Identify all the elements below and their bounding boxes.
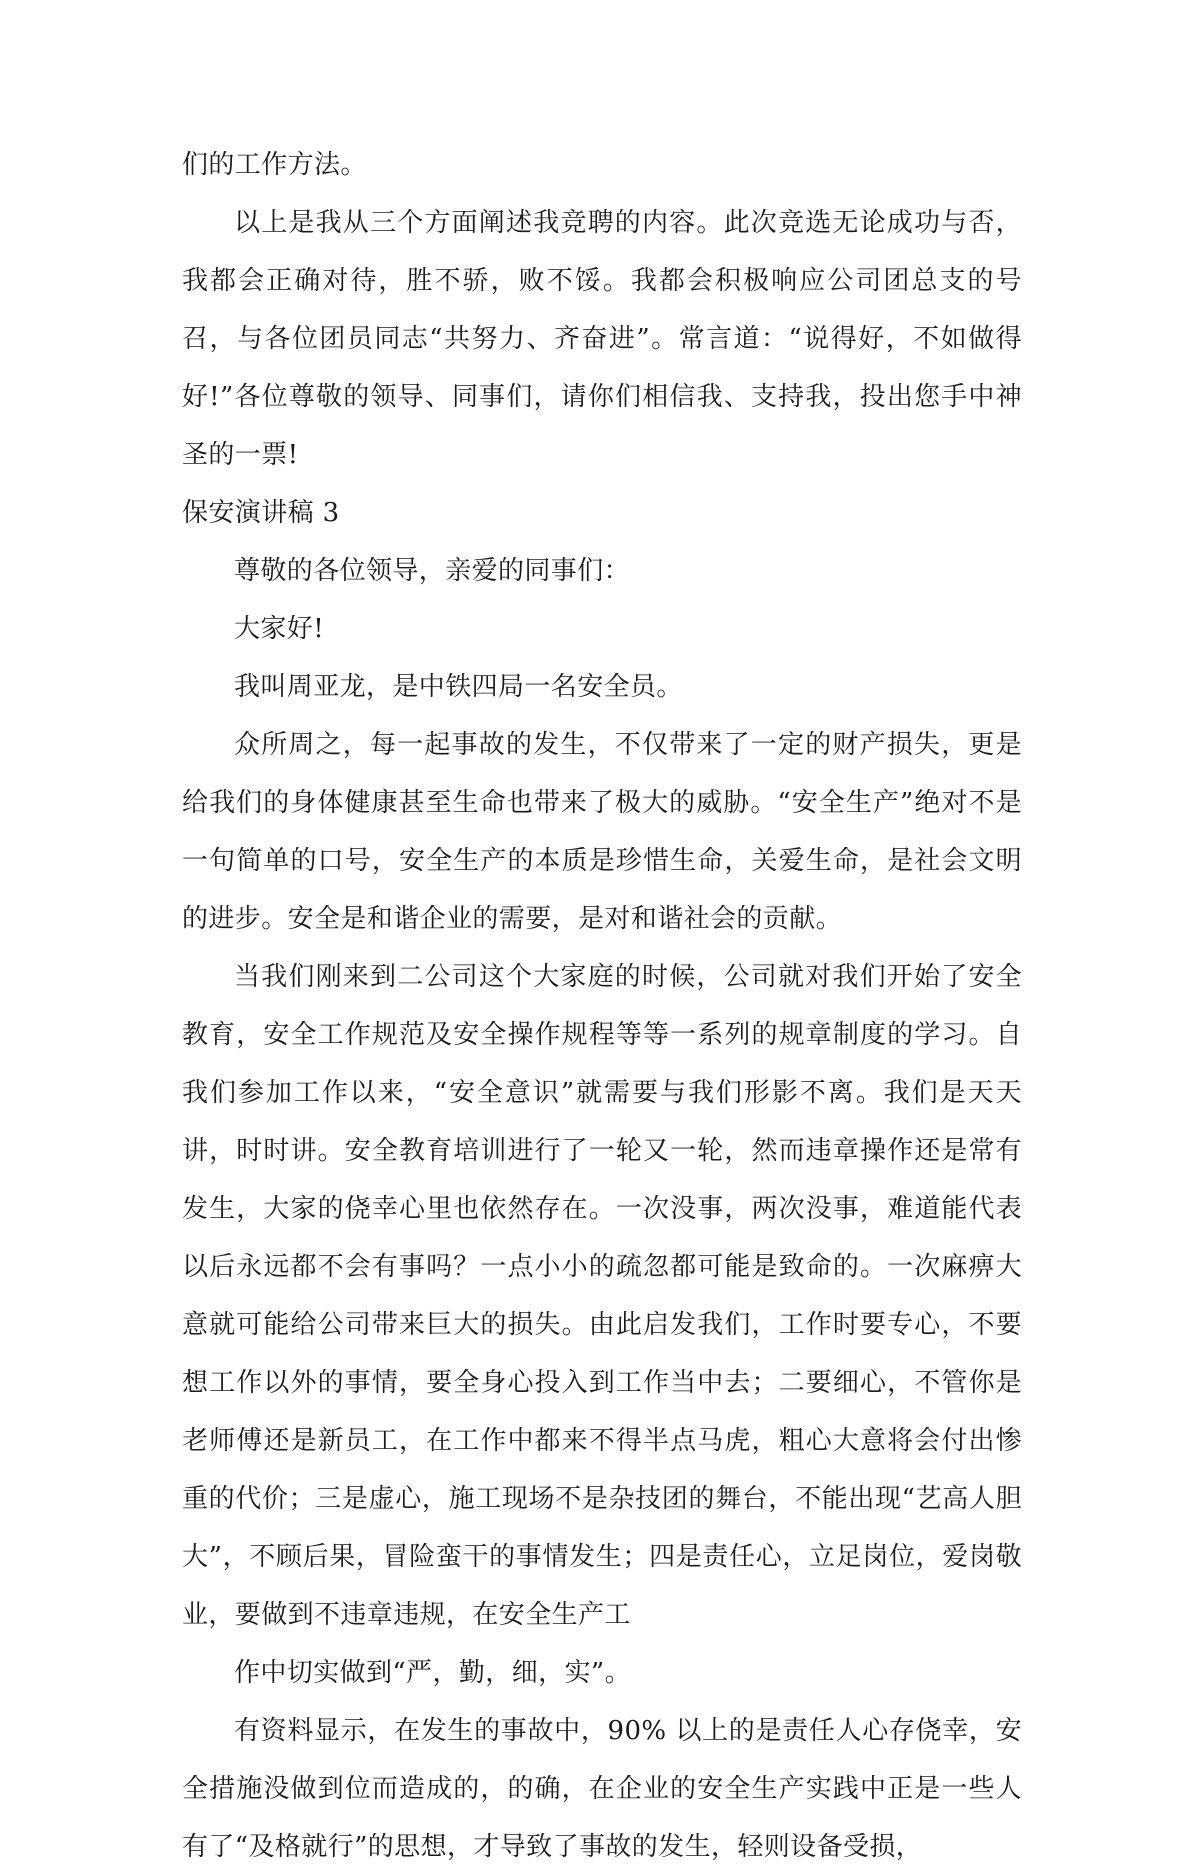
paragraph: 有资料显示，在发生的事故中，90% 以上的是责任人心存侥幸，安全措施没做到位而造成的，的确，在企业的安全生产实践中正是一些人有了“及格就行”的思想，才导致了事故的发生，轻则设备受损， [182, 1716, 1022, 1862]
paragraph: 以上是我从三个方面阐述我竞聘的内容。此次竞选无论成功与否，我都会正确对待，胜不骄，败不馁。我都会积极响应公司团总支的号召，与各位团员同志“共努力、齐奋进”。常言道：“说得好，不如做得好!”各位尊敬的领导、同事们，请你们相信我、支持我，投出您手中神圣的一票! [182, 208, 1022, 470]
paragraph: 众所周之，每一起事故的发生，不仅带来了一定的财产损失，更是给我们的身体健康甚至生命也带来了极大的威胁。“安全生产”绝对不是一句简单的口号，安全生产的本质是珍惜生命，关爱生命，是社会文明的进步。安全是和谐企业的需要，是对和谐社会的贡献。 [182, 730, 1022, 934]
paragraph: 作中切实做到“严，勤，细，实”。 [234, 1658, 631, 1688]
paragraph: 我叫周亚龙，是中铁四局一名安全员。 [234, 672, 683, 702]
document-body [182, 136, 1022, 1876]
greeting: 大家好! [234, 614, 325, 644]
salutation: 尊敬的各位领导，亲爱的同事们： [234, 556, 631, 586]
paragraph: 们的工作方法。 [182, 150, 367, 180]
paragraph: 当我们刚来到二公司这个大家庭的时候，公司就对我们开始了安全教育，安全工作规范及安全操作规程等等一系列的规章制度的学习。自我们参加工作以来，“安全意识”就需要与我们形影不离。我们是天天讲，时时讲。安全教育培训进行了一轮又一轮，然而违章操作还是常有发生，大家的侥幸心里也依然存在。一次没事，两次没事，难道能代表以后永远都不会有事吗？一点小小的疏忽都可能是致命的。一次麻痹大意就可能给公司带来巨大的损失。由此启发我们，工作时要专心，不要想工作以外的事情，要全身心投入到工作当中去；二要细心，不管你是老师傅还是新员工，在工作中都来不得半点马虎，粗心大意将会付出惨重的代价；三是虚心，施工现场不是杂技团的舞台，不能出现“艺高人胆大”，不顾后果，冒险蛮干的事情发生；四是责任心，立足岗位，爱岗敬业，要做到不违章违规，在安全生产工 [182, 962, 1022, 1630]
section-heading: 保安演讲稿 3 [182, 498, 340, 528]
